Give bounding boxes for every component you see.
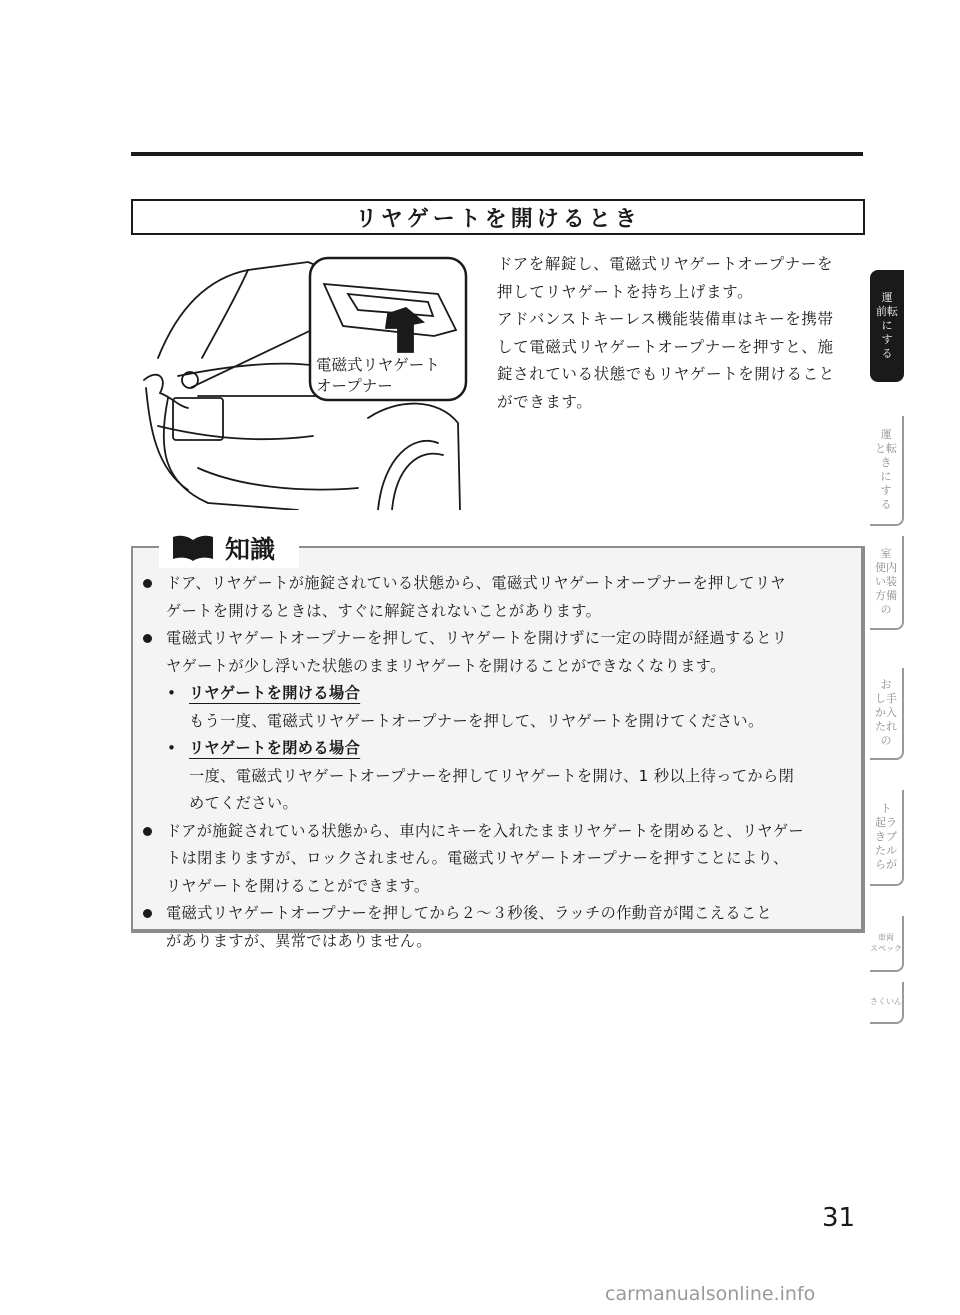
tab-index[interactable]: さくいん xyxy=(870,982,904,1024)
watermark: carmanualsonline.info xyxy=(605,1283,816,1305)
note-line: ゲートを開けるときは、すぐに解錠されないことがあります。 xyxy=(166,601,602,620)
sub-text: めてください。 xyxy=(189,794,299,812)
note-line: 電磁式リヤゲートオープナーを押して、リヤゲートを開けずに一定の時間が経過するとリ xyxy=(166,629,788,647)
note-line: トは閉まりますが、ロックされません。電磁式リヤゲートオープナーを押すことにより、 xyxy=(166,849,789,867)
tab-when-driving[interactable]: 運 と転 き に す る xyxy=(870,416,904,526)
note-bullet xyxy=(141,625,853,680)
tab-interior-equipment[interactable]: 室 使内 い装 方備 の xyxy=(870,536,904,630)
tab-before-driving[interactable]: 運 前転 に す る xyxy=(870,270,904,382)
top-rule xyxy=(131,152,863,156)
intro-line: ができます。 xyxy=(497,392,593,411)
knowledge-note-body xyxy=(141,570,853,955)
section-title: リヤゲートを開けるとき xyxy=(131,199,865,235)
sub-bullet-dot: • xyxy=(167,739,177,757)
note-sub-item xyxy=(141,735,853,763)
tab-maintenance[interactable]: お し手 か入 たれ の xyxy=(870,668,904,760)
note-line: リヤゲートを開けることができます。 xyxy=(166,876,430,895)
note-bullet xyxy=(141,900,853,955)
note-title-text: 知識 xyxy=(225,535,276,564)
intro-line: 錠されている状態でもリヤゲートを開けること xyxy=(497,365,835,383)
note-line: 電磁式リヤゲートオープナーを押してから２～３秒後、ラッチの作動音が聞こえること xyxy=(166,904,773,922)
callout-line-1: 電磁式リヤゲート xyxy=(316,356,440,374)
intro-line: 押してリヤゲートを持ち上げます。 xyxy=(497,282,754,301)
open-book-icon xyxy=(171,534,215,562)
callout-line-2: オープナー xyxy=(316,377,393,395)
note-line: ドアが施錠されている状態から、車内にキーを入れたままリヤゲートを閉めると、リヤゲー xyxy=(166,821,805,840)
sub-bullet-dot: • xyxy=(167,684,177,702)
note-line: ヤゲートが少し浮いた状態のままリヤゲートを開けることができなくなります。 xyxy=(166,656,726,675)
sub-text: 一度、電磁式リヤゲートオープナーを押してリヤゲートを開け、1 秒以上待ってから閉 xyxy=(189,766,795,785)
sub-text: もう一度、電磁式リヤゲートオープナーを押して、リヤゲートを開けてください。 xyxy=(189,711,764,730)
knowledge-note-title xyxy=(159,528,299,568)
intro-line: アドバンストキーレス機能装備車はキーを携帯 xyxy=(497,310,834,328)
note-bullet xyxy=(141,818,853,901)
figure-callout-label xyxy=(316,355,440,397)
sub-heading: リヤゲートを開ける場合 xyxy=(189,684,361,702)
sub-heading: リヤゲートを閉める場合 xyxy=(189,739,361,757)
tab-vehicle-specs[interactable]: 車両 スペック xyxy=(870,916,904,972)
note-line: ドア、リヤゲートが施錠されている状態から、電磁式リヤゲートオープナーを押してリヤ xyxy=(166,574,786,592)
note-bullet xyxy=(141,570,853,625)
note-line: がありますが、異常ではありません。 xyxy=(166,931,432,950)
note-sub-item xyxy=(141,680,853,708)
tab-troubleshooting[interactable]: ト 起ラ きブ たル らが xyxy=(870,790,904,886)
page-number: 31 xyxy=(822,1203,856,1233)
intro-line: して電磁式リヤゲートオープナーを押すと、施 xyxy=(497,337,834,356)
intro-line: ドアを解錠し、電磁式リヤゲートオープナーを xyxy=(497,255,834,273)
intro-paragraph xyxy=(497,251,865,416)
